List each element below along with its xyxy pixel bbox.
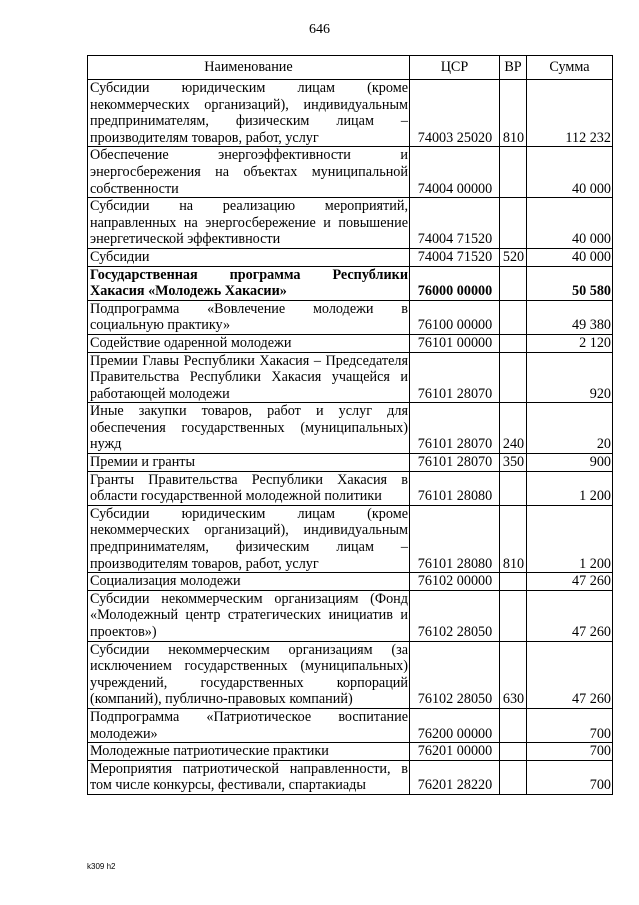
row-csr: 76100 00000 — [410, 300, 500, 334]
table-row — [88, 590, 613, 641]
row-vr — [500, 743, 527, 761]
row-sum: 112 232 — [527, 80, 613, 147]
row-csr: 74004 71520 — [410, 198, 500, 249]
row-sum: 700 — [527, 743, 613, 761]
row-csr: 76000 00000 — [410, 266, 500, 300]
row-vr: 350 — [500, 454, 527, 472]
row-vr — [500, 300, 527, 334]
table-row — [88, 471, 613, 505]
row-vr — [500, 471, 527, 505]
row-name: Социализация молодежи — [88, 573, 410, 591]
row-name: Подпрограмма «Патриотическое воспитание молодежи» — [88, 708, 410, 742]
row-name: Гранты Правительства Республики Хакасия в области государственной молодежной политики — [88, 471, 410, 505]
row-vr — [500, 573, 527, 591]
row-sum: 700 — [527, 708, 613, 742]
row-sum: 20 — [527, 403, 613, 454]
row-csr: 76101 00000 — [410, 334, 500, 352]
row-csr: 74003 25020 — [410, 80, 500, 147]
row-vr — [500, 198, 527, 249]
footer-code: k309 h2 — [87, 862, 116, 871]
header-vr: ВР — [500, 56, 527, 80]
table-row — [88, 147, 613, 198]
row-sum: 700 — [527, 760, 613, 794]
row-name: Субсидии — [88, 248, 410, 266]
header-name: Наименование — [88, 56, 410, 80]
table-row — [88, 641, 613, 708]
row-name: Государственная программа Республики Хакасия «Молодежь Хакасии» — [88, 266, 410, 300]
row-name: Обеспечение энергоэффективности и энергосбережения на объектах муниципальной собственности — [88, 147, 410, 198]
budget-table — [87, 55, 613, 795]
table-row — [88, 300, 613, 334]
row-vr — [500, 590, 527, 641]
row-sum: 47 260 — [527, 590, 613, 641]
row-sum: 1 200 — [527, 471, 613, 505]
page-number: 646 — [309, 22, 330, 37]
header-sum: Сумма — [527, 56, 613, 80]
row-sum: 40 000 — [527, 198, 613, 249]
row-sum: 40 000 — [527, 248, 613, 266]
row-sum: 47 260 — [527, 641, 613, 708]
table-row — [88, 80, 613, 147]
row-csr: 76201 28220 — [410, 760, 500, 794]
row-sum: 49 380 — [527, 300, 613, 334]
table-row — [88, 334, 613, 352]
table-row — [88, 708, 613, 742]
row-csr: 76101 28080 — [410, 471, 500, 505]
row-vr — [500, 760, 527, 794]
row-csr: 76101 28080 — [410, 505, 500, 572]
row-name: Субсидии некоммерческим организациям (за исключением государственных (муниципальных) учреждений, государственных корпораций (компаний), публично-правовых компаний) — [88, 641, 410, 708]
table-row — [88, 454, 613, 472]
row-name: Подпрограмма «Вовлечение молодежи в социальную практику» — [88, 300, 410, 334]
row-name: Содействие одаренной молодежи — [88, 334, 410, 352]
row-vr — [500, 147, 527, 198]
row-csr: 76102 28050 — [410, 590, 500, 641]
row-vr: 240 — [500, 403, 527, 454]
row-vr: 810 — [500, 505, 527, 572]
row-vr: 810 — [500, 80, 527, 147]
row-vr: 520 — [500, 248, 527, 266]
table-row — [88, 248, 613, 266]
row-csr: 76200 00000 — [410, 708, 500, 742]
row-csr: 76101 28070 — [410, 352, 500, 403]
row-name: Субсидии на реализацию мероприятий, направленных на энергосбережение и повышение энергетической эффективности — [88, 198, 410, 249]
row-csr: 76102 28050 — [410, 641, 500, 708]
row-sum: 50 580 — [527, 266, 613, 300]
table-row — [88, 505, 613, 572]
row-csr: 74004 71520 — [410, 248, 500, 266]
row-sum: 47 260 — [527, 573, 613, 591]
row-vr — [500, 352, 527, 403]
header-row — [88, 56, 613, 80]
row-vr — [500, 334, 527, 352]
row-name: Молодежные патриотические практики — [88, 743, 410, 761]
row-vr — [500, 266, 527, 300]
row-sum: 900 — [527, 454, 613, 472]
row-csr: 76102 00000 — [410, 573, 500, 591]
table-row — [88, 403, 613, 454]
header-csr: ЦСР — [410, 56, 500, 80]
row-vr: 630 — [500, 641, 527, 708]
table-row — [88, 743, 613, 761]
row-sum: 2 120 — [527, 334, 613, 352]
row-sum: 920 — [527, 352, 613, 403]
table-row — [88, 198, 613, 249]
table-header — [88, 56, 613, 80]
table-row — [88, 573, 613, 591]
row-name: Премии Главы Республики Хакасия – Председателя Правительства Республики Хакасия учащейся и работающей молодежи — [88, 352, 410, 403]
row-csr: 74004 00000 — [410, 147, 500, 198]
table-body — [88, 80, 613, 795]
row-vr — [500, 708, 527, 742]
row-csr: 76201 00000 — [410, 743, 500, 761]
row-name: Мероприятия патриотической направленности, в том числе конкурсы, фестивали, спартакиады — [88, 760, 410, 794]
row-sum: 1 200 — [527, 505, 613, 572]
table-row — [88, 760, 613, 794]
row-name: Субсидии юридическим лицам (кроме некоммерческих организаций), индивидуальным предпринимателям, физическим лицам – производителям товаров, работ, услуг — [88, 505, 410, 572]
row-name: Премии и гранты — [88, 454, 410, 472]
row-sum: 40 000 — [527, 147, 613, 198]
row-name: Субсидии юридическим лицам (кроме некоммерческих организаций), индивидуальным предпринимателям, физическим лицам – производителям товаров, работ, услуг — [88, 80, 410, 147]
row-name: Иные закупки товаров, работ и услуг для обеспечения государственных (муниципальных) нужд — [88, 403, 410, 454]
row-csr: 76101 28070 — [410, 403, 500, 454]
table-row — [88, 352, 613, 403]
row-csr: 76101 28070 — [410, 454, 500, 472]
row-name: Субсидии некоммерческим организациям (Фонд «Молодежный центр стратегических инициатив и проектов») — [88, 590, 410, 641]
table-row — [88, 266, 613, 300]
